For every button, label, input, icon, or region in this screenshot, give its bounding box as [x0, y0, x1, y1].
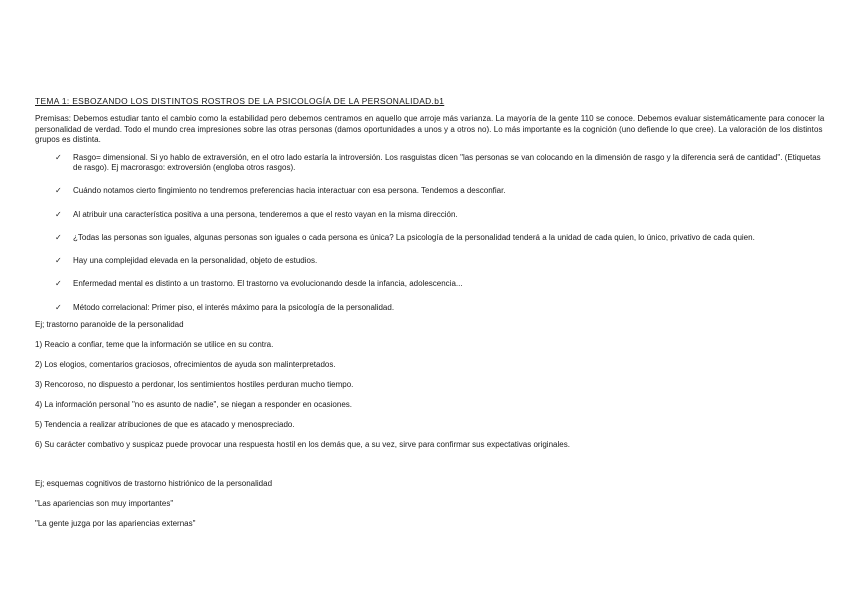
quote-item: "La gente juzga por las apariencias externas"	[35, 519, 196, 529]
list-item	[55, 303, 825, 314]
list-item	[55, 210, 825, 221]
list-item	[55, 186, 825, 197]
list-item	[55, 153, 825, 174]
list-item	[55, 279, 825, 290]
bullet-text: Método correlacional: Primer piso, el interés máximo para la psicología de la personalidad.	[73, 302, 395, 312]
document-page	[35, 96, 825, 539]
numbered-item: 3) Rencoroso, no dispuesto a perdonar, los sentimientos hostiles perduran mucho tiempo.	[35, 379, 354, 389]
numbered-item: 5) Tendencia a realizar atribuciones de que es atacado y menospreciado.	[35, 419, 295, 429]
premisas-paragraph: Premisas: Debemos estudiar tanto el cambio como la estabilidad pero debemos centramos en aquello que arroje más varianza. La mayoría de la gente 110 se conoce. Debemos evaluar sistemáticamente para conocer la personalidad de verdad. Todo el mundo crea impresiones sobre las otras personas (damos oportunidades a unos y a otros no). Lo más importante es la cognición (uno defiende lo que cree). La valoración de los distintos grupos es distinta.	[35, 114, 825, 144]
bullet-text: ¿Todas las personas son iguales, algunas personas son iguales o cada persona es única? La psicología de la personalidad tenderá a la unidad de cada quien, lo único, privativo de cada quien.	[73, 232, 755, 242]
numbered-item: 4) La información personal "no es asunto de nadie", se niegan a responder en ocasiones.	[35, 399, 352, 409]
bullet-text: Cuándo notamos cierto fingimiento no tendremos preferencias hacia interactuar con esa persona. Tendemos a desconfiar.	[73, 186, 506, 196]
quote-item: "Las apariencias son muy importantes"	[35, 499, 174, 509]
bullet-text: Hay una complejidad elevada en la personalidad, objeto de estudios.	[73, 256, 318, 266]
bullet-list	[35, 153, 825, 314]
check-mark-icon: ✓	[55, 186, 62, 196]
bullet-text: Enfermedad mental es distinto a un trastorno. El trastorno va evolucionando desde la infancia, adolescencia...	[73, 279, 463, 289]
example-paranoid-label: Ej; trastorno paranoide de la personalidad	[35, 320, 184, 330]
bullet-text: Al atribuir una característica positiva a una persona, tenderemos a que el resto vayan en la misma dirección.	[73, 209, 458, 219]
example-histrionic-label: Ej; esquemas cognitivos de trastorno histriónico de la personalidad	[35, 479, 273, 489]
list-item	[55, 256, 825, 267]
bullet-text: Rasgo= dimensional. Si yo hablo de extraversión, en el otro lado estaría la introversión. Los rasguistas dicen "las personas se van colocando en la dimensión de rasgo y la diferencia será de cantidad". (Etiquetas de rasgo). Ej macrorasgo: extroversión (engloba otros rasgos).	[73, 152, 821, 172]
numbered-item: 2) Los elogios, comentarios graciosos, ofrecimientos de ayuda son malinterpretados.	[35, 359, 336, 369]
check-mark-icon: ✓	[55, 256, 62, 266]
document-title: TEMA 1: ESBOZANDO LOS DISTINTOS ROSTROS DE LA PSICOLOGÍA DE LA PERSONALIDAD.b1	[35, 96, 445, 106]
check-mark-icon: ✓	[55, 279, 62, 289]
check-mark-icon: ✓	[55, 232, 62, 242]
check-mark-icon: ✓	[55, 209, 62, 219]
numbered-item: 1) Reacio a confiar, teme que la información se utilice en su contra.	[35, 339, 274, 349]
list-item	[55, 233, 825, 244]
numbered-item: 6) Su carácter combativo y suspicaz puede provocar una respuesta hostil en los demás que, a su vez, sirve para confirmar sus expectativas originales.	[35, 440, 570, 450]
check-mark-icon: ✓	[55, 152, 62, 162]
check-mark-icon: ✓	[55, 302, 62, 312]
